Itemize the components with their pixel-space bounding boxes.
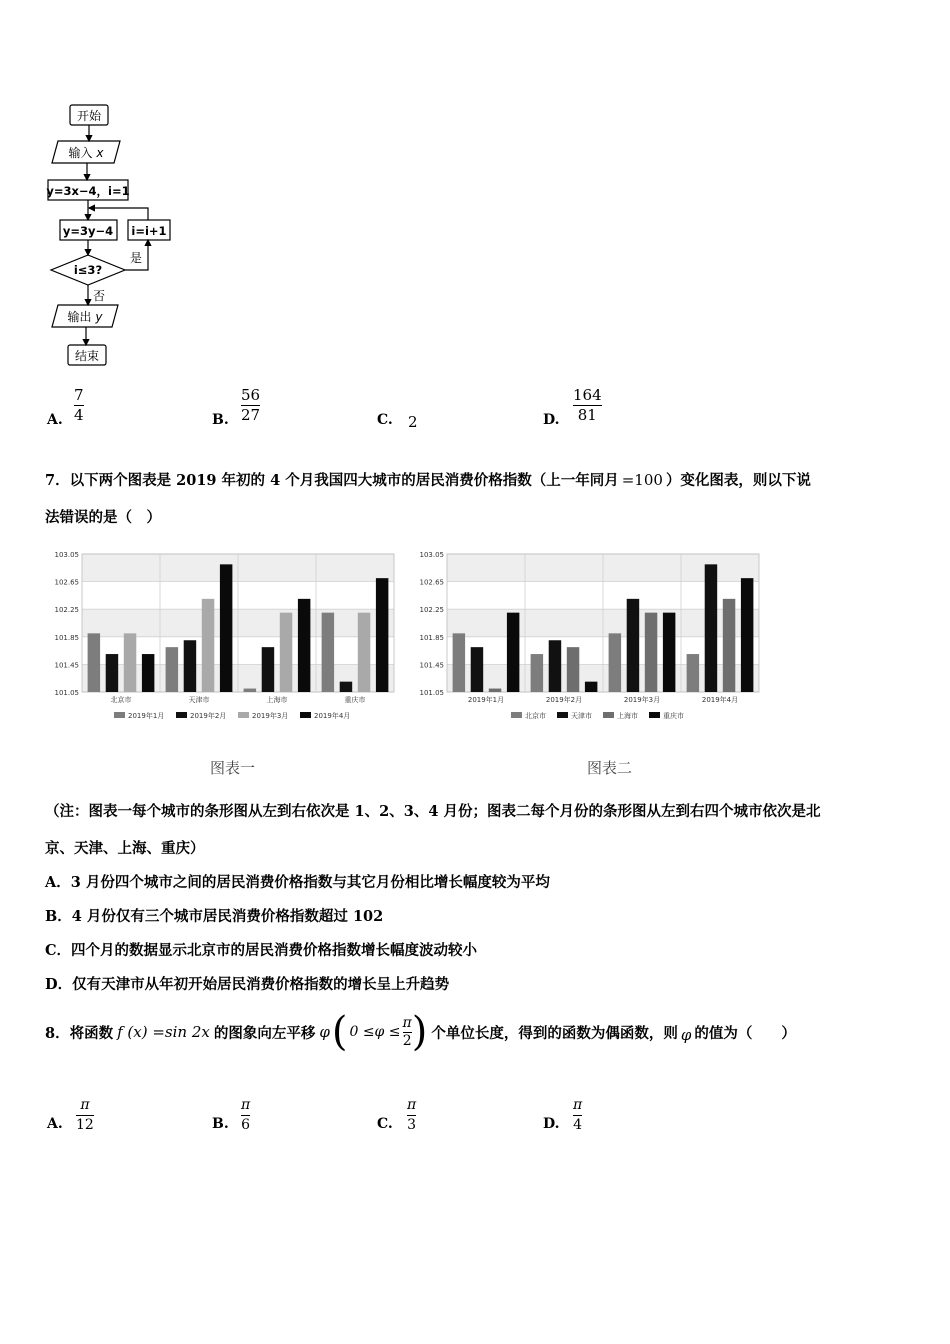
chart-y-tick: 102.25 xyxy=(54,606,79,615)
flow-output-text: 输出 y xyxy=(67,310,103,324)
chart-legend-label: 上海市 xyxy=(617,712,638,720)
chart-legend-swatch xyxy=(176,712,187,718)
chart-bar xyxy=(88,633,100,692)
chart-legend-label: 2019年3月 xyxy=(252,712,289,720)
q7-option-b: B．4 月份仅有三个城市居民消费价格指数超过 102 xyxy=(45,908,384,925)
chart-legend-label: 天津市 xyxy=(571,712,592,720)
chart-y-tick: 101.05 xyxy=(54,689,79,697)
chart-bar xyxy=(723,599,735,692)
chart-bar xyxy=(280,613,292,692)
chart-bar xyxy=(531,654,543,692)
chart-bar xyxy=(166,647,178,692)
chart-bar xyxy=(262,647,274,692)
q6-option-c-label: C. xyxy=(377,412,393,428)
chart-bar xyxy=(627,599,639,692)
chart-bar xyxy=(663,613,675,692)
chart-bar xyxy=(549,640,561,692)
chart-x-label: 上海市 xyxy=(266,696,288,704)
chart-legend-swatch xyxy=(649,712,660,718)
chart-bar xyxy=(184,640,196,692)
flow-start-text: 开始 xyxy=(76,109,102,123)
q8-option-b-label: B. xyxy=(212,1116,229,1132)
q6-option-d-label: D. xyxy=(543,412,560,428)
chart-y-tick: 102.25 xyxy=(419,606,444,615)
chart-bar xyxy=(142,654,154,692)
chart-bar xyxy=(687,654,699,692)
chart-legend-swatch xyxy=(300,712,311,718)
chart-bar xyxy=(453,633,465,692)
chart-1-caption: 图表一 xyxy=(210,759,256,777)
flowchart xyxy=(0,95,190,375)
flow-init-text: y=3x−4，i=1 xyxy=(46,184,130,198)
chart-legend-swatch xyxy=(511,712,522,718)
chart-legend-swatch xyxy=(557,712,568,718)
chart-bar xyxy=(376,578,388,692)
q6-option-b-fraction: 56 27 xyxy=(241,386,261,424)
q8-option-d-label: D. xyxy=(543,1116,560,1132)
chart-legend-swatch xyxy=(603,712,614,718)
chart-x-label: 2019年4月 xyxy=(701,696,739,704)
chart-bar xyxy=(340,682,352,692)
flow-yes-label: 是 xyxy=(130,251,143,265)
q7-option-a: A．3 月份四个城市之间的居民消费价格指数与其它月份相比增长幅度较为平均 xyxy=(45,874,550,891)
chart-x-label: 2019年2月 xyxy=(545,696,583,704)
chart-bar xyxy=(358,613,370,692)
flow-no-label: 否 xyxy=(93,289,106,303)
chart-y-tick: 102.65 xyxy=(54,578,79,587)
chart-y-tick: 101.85 xyxy=(419,633,444,642)
flow-input-text: 输入 x xyxy=(68,146,104,160)
flow-increment-text: i=i+1 xyxy=(131,224,167,238)
chart-bar xyxy=(322,613,334,692)
chart-y-tick: 103.05 xyxy=(419,551,444,559)
chart-bar xyxy=(507,613,519,692)
chart-legend-label: 北京市 xyxy=(525,712,546,720)
chart-x-label: 天津市 xyxy=(188,696,210,704)
q8-stem: 8．将函数 f (x) =sin 2x 的图象向左平移 φ ( 0 ≤φ ≤ π 2 ) 个单位长度，得到的函数为偶函数，则 φ 的值为（ ） xyxy=(45,1009,796,1055)
chart-bar xyxy=(741,578,753,692)
chart-bar xyxy=(106,654,118,692)
chart-legend-swatch xyxy=(114,712,125,718)
q8-option-c-fraction: π 3 xyxy=(407,1097,417,1133)
q8-option-a-label: A. xyxy=(47,1116,63,1132)
chart-bar xyxy=(609,633,621,692)
q8-option-a-fraction: π 12 xyxy=(76,1097,94,1133)
flow-end-text: 结束 xyxy=(74,349,100,363)
chart-y-tick: 101.05 xyxy=(419,689,444,697)
q6-option-a-label: A. xyxy=(47,412,63,428)
q6-option-a-fraction: 7 4 xyxy=(74,386,84,424)
chart-bar xyxy=(220,564,232,692)
chart-bar xyxy=(585,682,597,692)
chart-bar xyxy=(489,689,501,692)
chart-y-tick: 101.45 xyxy=(54,661,79,670)
chart-x-label: 重庆市 xyxy=(344,696,366,704)
chart-legend-swatch xyxy=(238,712,249,718)
q7-stem-line2: 法错误的是（ ） xyxy=(45,509,161,526)
chart-bar xyxy=(124,633,136,692)
chart-bar xyxy=(202,599,214,692)
q7-note-line1: （注：图表一每个城市的条形图从左到右依次是 1、2、3、4 月份；图表二每个月份的条形图从左到右四个城市依次是北 xyxy=(45,803,821,820)
chart-2-caption: 图表二 xyxy=(587,759,633,777)
chart-1 xyxy=(40,546,405,731)
q7-stem-line1: 7．以下两个图表是 2019 年初的 4 个月我国四大城市的居民消费价格指数（上一年同月 =100 ）变化图表，则以下说 xyxy=(45,471,811,489)
chart-y-tick: 102.65 xyxy=(419,578,444,587)
chart-x-label: 2019年3月 xyxy=(623,696,661,704)
chart-legend-label: 2019年1月 xyxy=(128,712,165,720)
chart-y-tick: 101.45 xyxy=(419,661,444,670)
q6-option-c-value: 2 xyxy=(408,413,418,431)
q8-option-b-fraction: π 6 xyxy=(241,1097,251,1133)
chart-bar xyxy=(244,689,256,692)
flow-condition-text: i≤3? xyxy=(73,263,103,277)
chart-legend-label: 2019年4月 xyxy=(314,712,351,720)
chart-legend-label: 2019年2月 xyxy=(190,712,227,720)
q8-option-c-label: C. xyxy=(377,1116,393,1132)
q6-option-b-label: B. xyxy=(212,412,229,428)
chart-legend-label: 重庆市 xyxy=(663,712,684,720)
chart-2 xyxy=(405,546,770,731)
q7-note-line2: 京、天津、上海、重庆） xyxy=(45,840,205,857)
q7-option-c: C．四个月的数据显示北京市的居民消费价格指数增长幅度波动较小 xyxy=(45,942,478,959)
chart-bar xyxy=(645,613,657,692)
chart-bar xyxy=(567,647,579,692)
chart-x-label: 2019年1月 xyxy=(467,696,505,704)
chart-bar xyxy=(471,647,483,692)
chart-y-tick: 101.85 xyxy=(54,633,79,642)
chart-bar xyxy=(298,599,310,692)
flow-update-text: y=3y−4 xyxy=(62,224,114,238)
chart-x-label: 北京市 xyxy=(110,696,132,704)
q7-option-d: D．仅有天津市从年初开始居民消费价格指数的增长呈上升趋势 xyxy=(45,976,450,993)
q6-option-d-fraction: 164 81 xyxy=(573,386,602,424)
chart-y-tick: 103.05 xyxy=(54,551,79,559)
q8-option-d-fraction: π 4 xyxy=(573,1097,583,1133)
chart-bar xyxy=(705,564,717,692)
